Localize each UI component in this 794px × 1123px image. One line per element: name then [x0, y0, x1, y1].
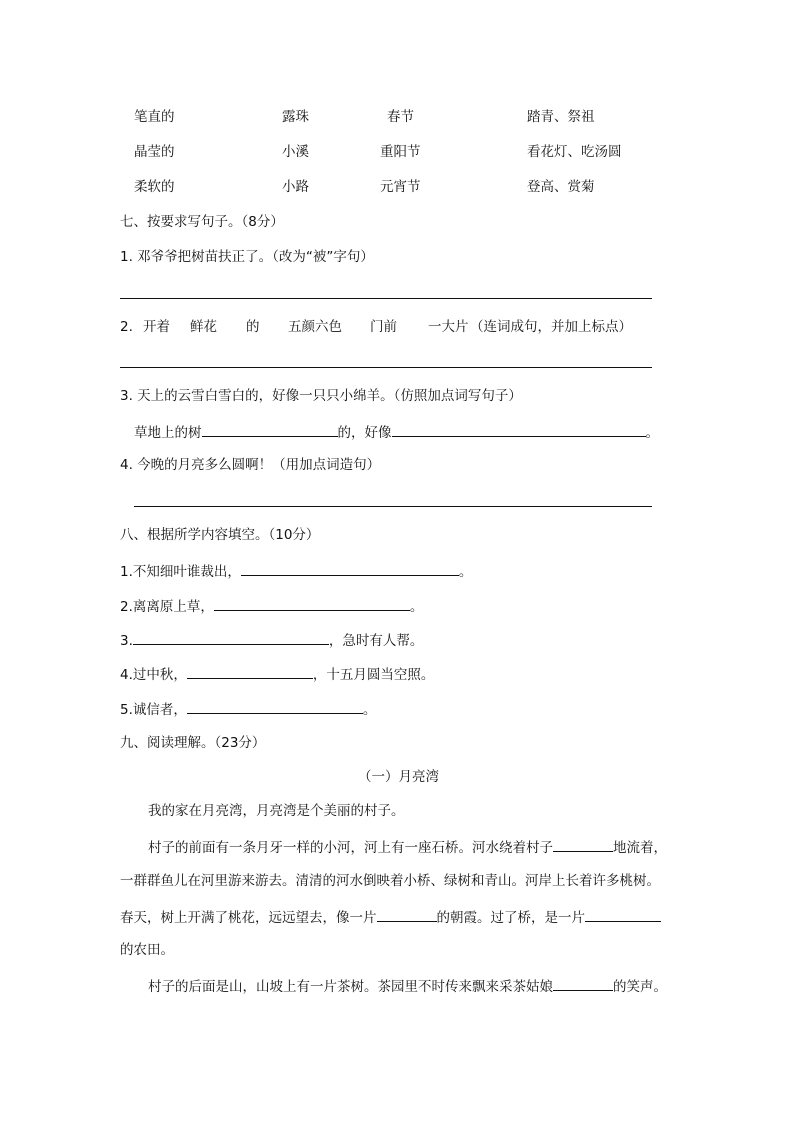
fill-text: 。	[645, 425, 659, 441]
question-7-1: 1. 邓爷爷把树苗扶正了。（改为“被”字句）	[120, 249, 374, 265]
passage-text: 村子的前面有一条月牙一样的小河，河上有一座石桥。河水绕着村子	[148, 840, 553, 856]
match-col4-item-1: 踏青、祭祖	[527, 109, 595, 125]
question-7-3-fill	[134, 422, 659, 442]
fill-text: ，急时有人帮。	[328, 633, 424, 649]
blank[interactable]	[241, 561, 459, 576]
passage-line: 一群群鱼儿在河里游来游去。清清的河水倒映着小桥、绿树和青山。河岸上长着许多桃树。	[120, 873, 660, 889]
fill-text: 。	[409, 599, 424, 615]
match-col3-item-1: 春节	[387, 109, 414, 125]
passage-line	[148, 976, 667, 996]
blank[interactable]	[392, 422, 646, 437]
fill-item-8-1	[120, 561, 472, 581]
match-col1-item-2: 晶莹的	[134, 144, 175, 160]
section-8-title: 八、根据所学内容填空。（10分）	[120, 527, 320, 543]
fill-text: 5.诚信者，	[120, 702, 187, 718]
word-card: 的	[246, 319, 260, 335]
passage-paragraph-1: 我的家在月亮湾，月亮湾是个美丽的村子。	[148, 803, 405, 819]
word-card: 开着	[143, 319, 170, 335]
fill-text: 3.	[120, 633, 133, 649]
blank[interactable]	[202, 422, 338, 437]
passage-text: 地流着，	[613, 840, 667, 856]
passage-title: （一）月亮湾	[358, 769, 439, 785]
fill-text: 。	[458, 564, 473, 580]
fill-item-8-3	[120, 630, 423, 650]
question-7-3: 3. 天上的云雪白雪白的，好像一只只小绵羊。（仿照加点词写句子）	[120, 388, 522, 404]
blank[interactable]	[187, 699, 363, 714]
section-9-title: 九、阅读理解。（23分）	[120, 735, 266, 751]
match-col4-item-2: 看花灯、吃汤圆	[527, 144, 622, 160]
fill-text: 1.不知细叶谁裁出，	[120, 564, 241, 580]
match-col1-item-1: 笔直的	[134, 109, 175, 125]
passage-line	[120, 907, 661, 927]
fill-text: 4.过中秋，	[120, 667, 187, 683]
section-7-title: 七、按要求写句子。（8分）	[120, 214, 284, 230]
blank[interactable]	[377, 907, 437, 922]
answer-line-7-1[interactable]	[120, 298, 652, 299]
blank[interactable]	[553, 837, 613, 852]
passage-text: 的笑声。	[613, 979, 667, 995]
match-col3-item-3: 元宵节	[380, 179, 421, 195]
match-col4-item-3: 登高、赏菊	[527, 179, 595, 195]
passage-text: 春天，树上开满了桃花，远远望去，像一片	[120, 910, 377, 926]
blank[interactable]	[553, 976, 613, 991]
fill-text: 草地上的树	[134, 425, 202, 441]
passage-line: 的农田。	[120, 942, 174, 958]
answer-line-7-2[interactable]	[120, 367, 652, 368]
answer-line-7-4[interactable]	[134, 506, 652, 507]
word-card: 一大片	[428, 319, 469, 335]
fill-item-8-2	[120, 596, 423, 616]
match-col3-item-2: 重阳节	[380, 144, 421, 160]
question-7-4: 4. 今晚的月亮多么圆啊！（用加点词造句）	[120, 457, 381, 473]
match-col2-item-3: 小路	[282, 179, 309, 195]
question-7-2-number: 2.	[120, 319, 133, 335]
blank[interactable]	[133, 630, 329, 645]
blank[interactable]	[187, 664, 313, 679]
match-col2-item-2: 小溪	[282, 144, 309, 160]
blank[interactable]	[585, 907, 661, 922]
fill-text: ，十五月圆当空照。	[312, 667, 435, 683]
blank[interactable]	[214, 596, 410, 611]
match-col2-item-1: 露珠	[282, 109, 309, 125]
fill-item-8-4	[120, 664, 434, 684]
word-card: 五颜六色	[288, 319, 342, 335]
word-card: 门前	[370, 319, 397, 335]
word-card: 鲜花	[190, 319, 217, 335]
fill-item-8-5	[120, 699, 376, 719]
passage-text: 的朝霞。过了桥，是一片	[436, 910, 585, 926]
fill-text: 2.离离原上草，	[120, 599, 214, 615]
fill-text: 。	[362, 702, 377, 718]
passage-line	[148, 837, 667, 857]
question-7-2-instruction: （连词成句，并加上标点）	[470, 319, 632, 335]
match-col1-item-3: 柔软的	[134, 179, 175, 195]
passage-text: 村子的后面是山，山坡上有一片茶树。茶园里不时传来飘来采茶姑娘	[148, 979, 553, 995]
fill-text: 的，好像	[337, 425, 392, 441]
